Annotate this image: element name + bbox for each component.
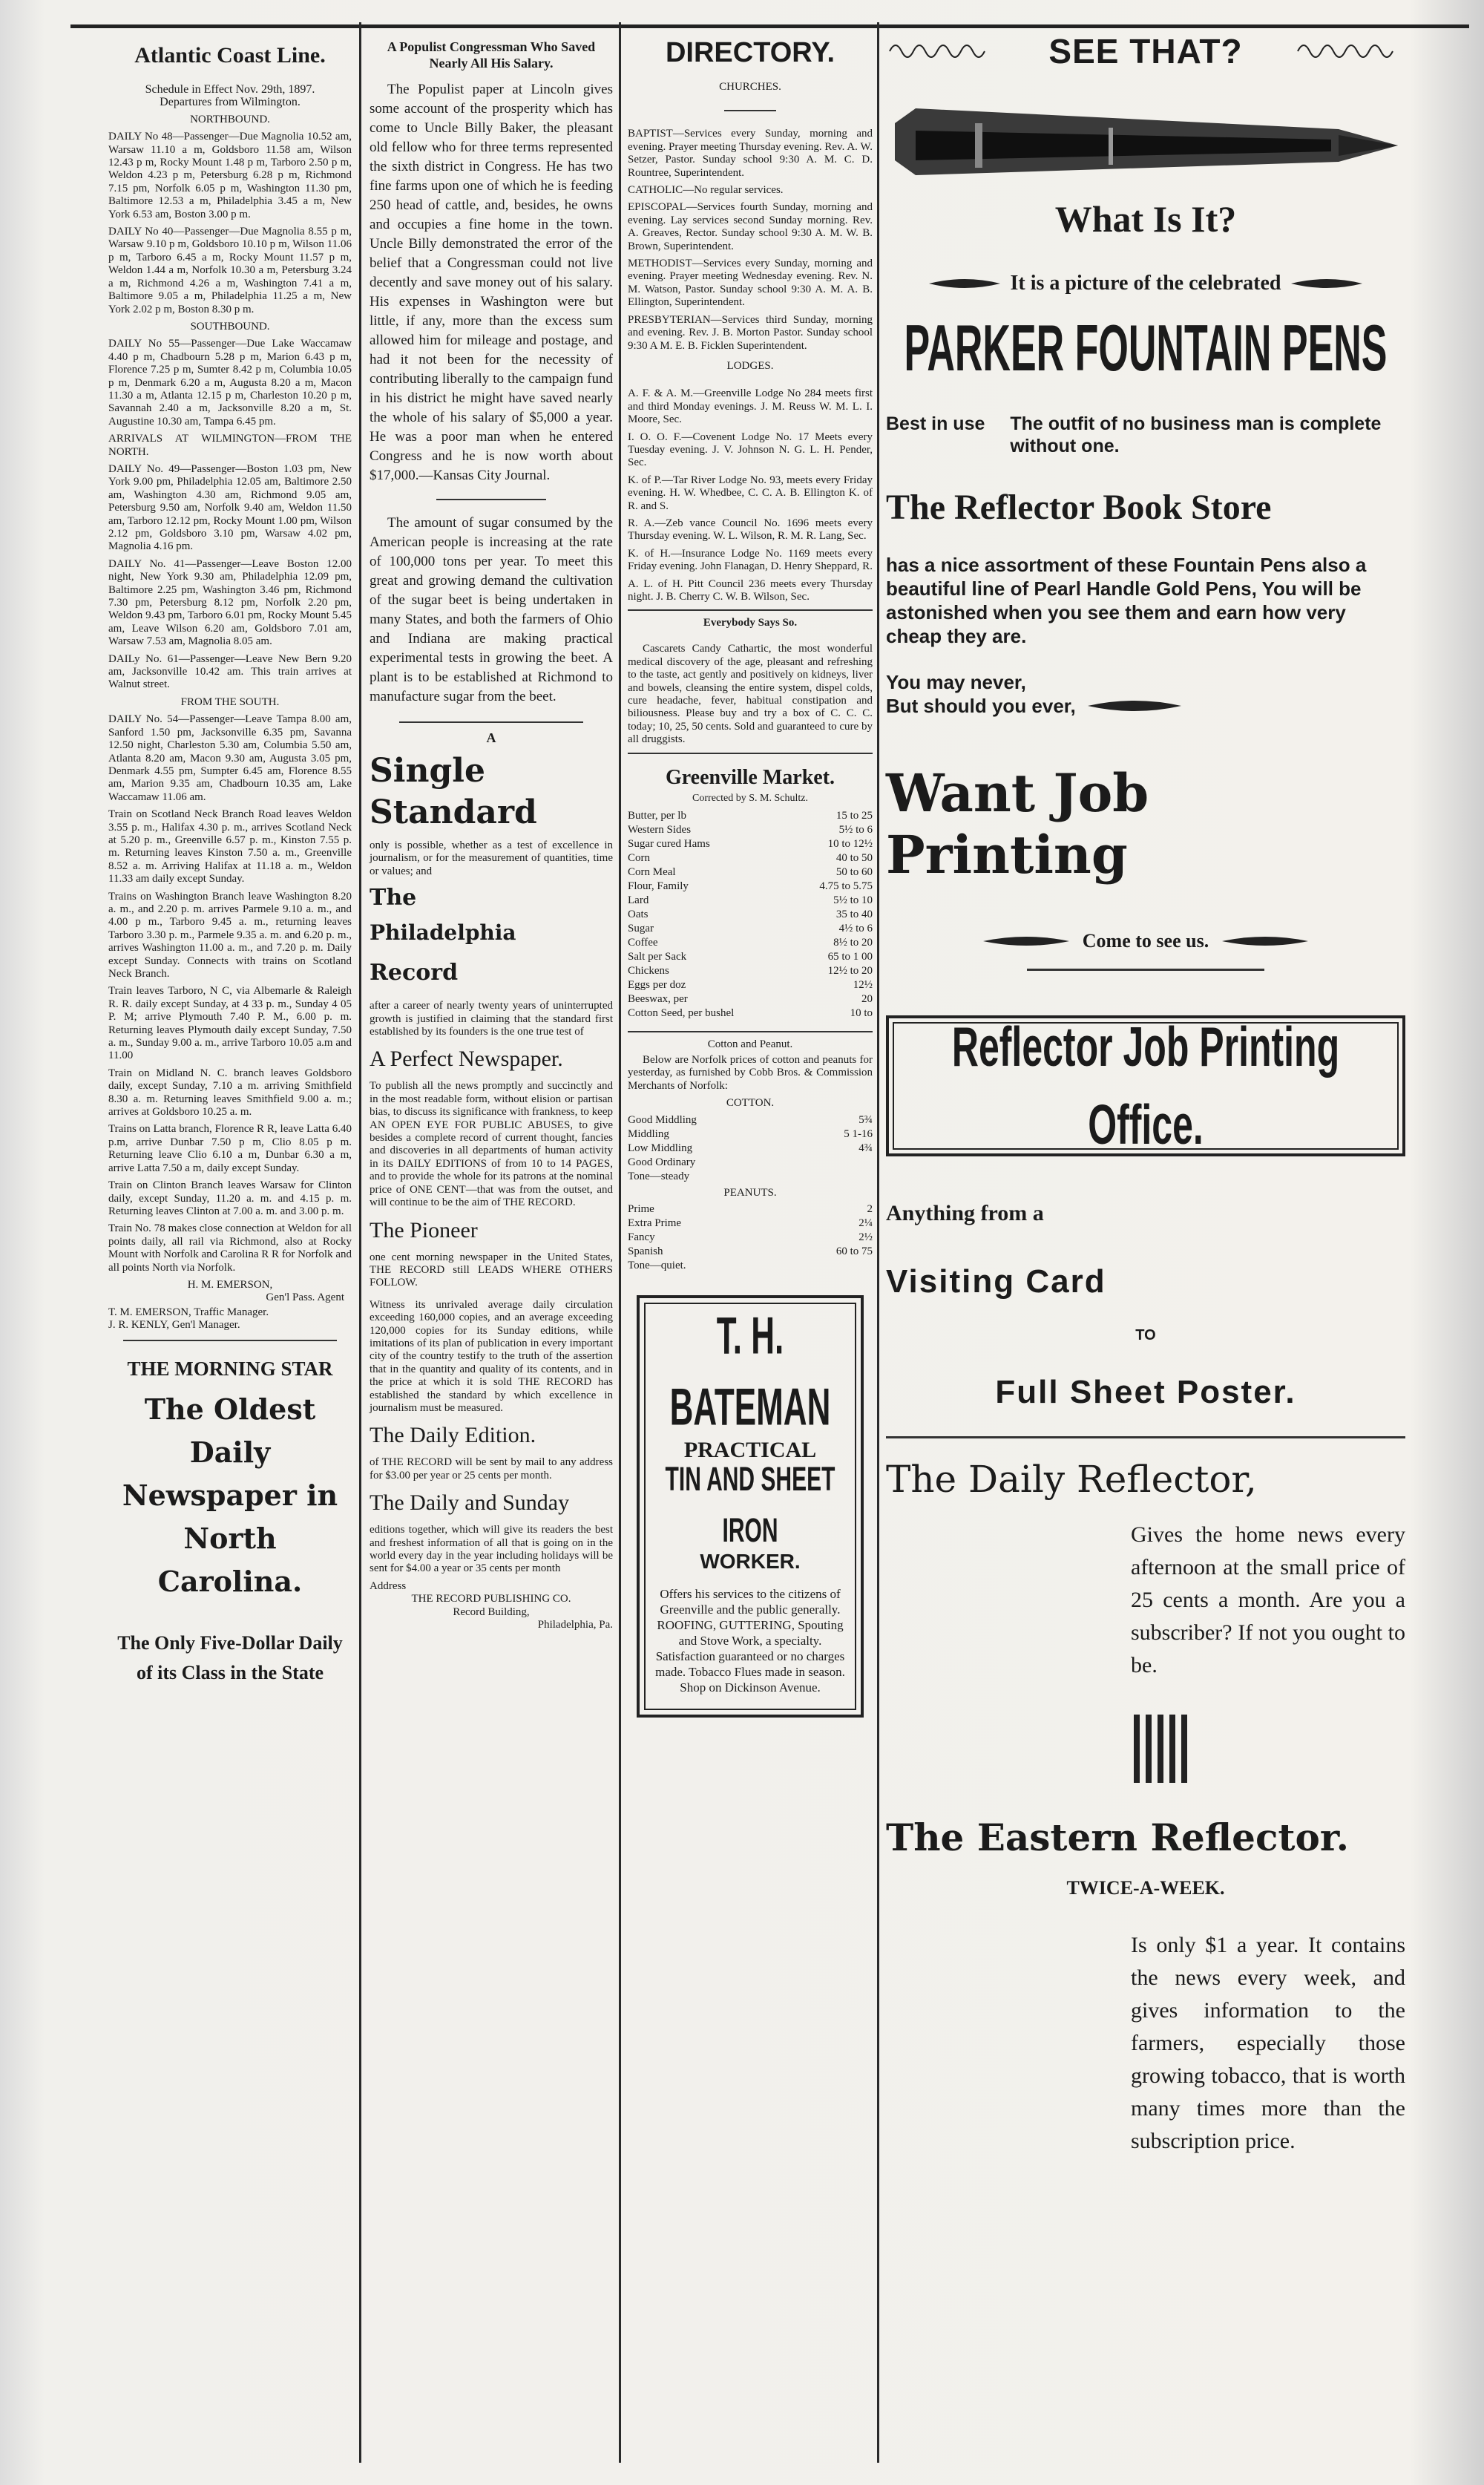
bateman-body: Offers his services to the citizens of Greenville and the public generally. ROOFING, GUTTERING, Spouting and Stove Work, a specialty. Satisfaction guaranteed or no charges made. Tobacco Flues made in season. Shop on Dickinson Avenue. (655, 1587, 845, 1695)
column-railroad (104, 30, 356, 2470)
daily-reflector-body: Gives the home news every afternoon at the small price of 25 cents a month. Are you a subscriber? If not you ought to be. (1131, 1522, 1405, 1677)
directory-title: DIRECTORY. (665, 37, 835, 68)
train-61: DAILy No. 61—Passenger—Leave New Bern 9.20 am, Jacksonville 10.42 am. This train arrives at Walnut street. (108, 652, 352, 691)
arrivals-heading: ARRIVALS AT WILMINGTON—FROM THE NORTH. (108, 433, 352, 458)
eastern-reflector-body: Is only $1 a year. It contains the news every week, and gives information to the farmers, especially those growing tobacco, that is worth many times more than the subscription price. (1131, 1933, 1405, 2153)
market-item-price: 4½ to 6 (838, 922, 873, 934)
latta-branch: Trains on Latta branch, Florence R R, leave Latta 6.40 p.m, arrive Dunbar 7.50 p m, Clio 8.05 p m. Returning leave Clio 6.10 a m, Dunbar 6.30 a m, arrive Latta 7.50 a m, daily except Sunday. (108, 1123, 352, 1174)
parker-title: PARKER FOUNTAIN PENS (904, 312, 1388, 386)
flourish-icon (1221, 932, 1310, 950)
what-is-it: What Is It? (1054, 198, 1237, 240)
book-store-body: has a nice assortment of these Fountain Pens also a beautiful line of Pearl Handle Gold Pens, You will be astonished when you see them and earn how very cheap they are. (886, 554, 1367, 647)
market-item-price: 4.75 to 5.75 (819, 880, 873, 892)
cotton-item-name: Tone—steady (628, 1170, 690, 1182)
peanuts-item-name: Spanish (628, 1245, 663, 1258)
perfect-body: To publish all the news promptly and succinctly and in the most readable form, without elision or partisan bias, to discuss its significance with frankness, to keep AN OPEN EYE FOR PUBLIC ABUSES, to give besides a complete record of current thought, fancies and discoveries in all departments of human activity in its DAILY EDITIONS of from 10 to 14 PAGES, and to provide the whole for its patrons at the nominal price of ONE CENT—that was from the outset, and will continue to be the aim of THE RECORD. (370, 1080, 613, 1209)
cotton-item-price (844, 1156, 873, 1170)
picture-row (886, 272, 1405, 295)
never-line-2: But should you ever, (886, 695, 1076, 717)
market-item-name: Sugar cured Hams (628, 837, 710, 850)
the-heading: The (370, 885, 417, 911)
job-office-box (886, 1015, 1405, 1156)
cotton-item-name: Middling (628, 1127, 669, 1140)
flourish-icon (928, 275, 1002, 292)
daily-edition-body: of THE RECORD will be sent by mail to any address for $3.00 per year or 25 cents per month. (370, 1456, 613, 1481)
standard-body: only is possible, whether as a test of excellence in journalism, or for the measurement of quantities, time or values; and (370, 839, 613, 877)
signature-title: Gen'l Pass. Agent (266, 1291, 344, 1304)
daily-reflector-title: The Daily Reflector, (886, 1458, 1257, 1501)
peanut-table (628, 1202, 873, 1273)
flourish-icon (1290, 275, 1364, 292)
midland-branch: Train on Midland N. C. branch leaves Goldsboro daily, except Sunday, 7.10 a m. arriving Smithfield 8.30 a. m. Returning leaves Smithfield 9.00 a. m.; arrives at Goldsboro 10.25 a. m. (108, 1067, 352, 1119)
train-78: Train No. 78 makes close connection at Weldon for all points daily, all rail via Richmond, also at Rocky Mount with Norfolk and Carolina R R for Norfolk and all points North via Norfolk. (108, 1222, 352, 1274)
market-table (628, 809, 873, 1021)
job-office-title: Reflector Job Printing Office. (951, 1015, 1340, 1156)
daily-sunday-body: editions together, which will give its readers the best and freshest information of all that is going on in the world every day in the year including holidays will be sent for $4.00 a year or 35 cents per month (370, 1524, 613, 1575)
column-rule-1 (359, 22, 361, 2463)
fromsouth-heading: FROM THE SOUTH. (180, 695, 280, 708)
market-item-price: 10 to 12½ (827, 837, 873, 850)
peanuts-item-price: 2¼ (858, 1217, 873, 1230)
morning-star-sub: The Oldest Daily Newspaper in North Carolina. (122, 1392, 338, 1598)
church-catholic: CATHOLIC—No regular services. (628, 184, 784, 197)
schedule-date: Schedule in Effect Nov. 29th, 1897. Departures from Wilmington. (145, 83, 315, 109)
market-item-name: Chickens (628, 964, 669, 977)
lodge-afam: A. F. & A. M.—Greenville Lodge No 284 meets first and third Monday evenings. J. M. Reuss W. M. L. I. Moore, Sec. (628, 387, 873, 426)
signature-manager: J. R. KENLY, Gen'l Manager. (108, 1319, 240, 1332)
top-rule (70, 24, 1469, 28)
divider (399, 721, 583, 723)
bateman-worker: WORKER. (700, 1550, 801, 1574)
divider (436, 499, 546, 500)
populist-body: The Populist paper at Lincoln gives some account of the prosperity which has come to Uncle Billy Baker, the pleasant old fellow who for three terms represented the sixth district in Congress. He has two fine farms upon one of which he is feeding 250 head of cattle, and, besides, he owns and occupies a fine home in the town. Uncle Billy demonstrated the error of the belief that a Congressman could not live decently and save money out of his salary. His expenses in Washington were but little, if any, more than the excess sum allowed him for mileage and postage, and had it not been for the necessity of contributing liberally to the campaign fund in his district he might have saved nearly the whole of his salary of $5,000 a year. He was a poor man when he entered Congress and he is now worth about $17,000.—Kansas City Journal. (370, 82, 613, 483)
railroad-title: Atlantic Coast Line. (134, 43, 326, 68)
bateman-tin: TIN AND SHEET IRON (665, 1461, 835, 1550)
record-body: after a career of nearly twenty years of uninterrupted growth is justified in claiming that the standard first established by its founders is the one true test of (370, 1000, 613, 1038)
bateman-inner (644, 1303, 856, 1710)
divider (724, 110, 776, 111)
cotton-table (628, 1113, 873, 1184)
flourish-icon (1086, 698, 1183, 713)
market-item-name: Butter, per lb (628, 809, 686, 822)
peanuts-item-name: Fancy (628, 1231, 655, 1244)
never-row (886, 694, 1405, 718)
perfect-heading: A Perfect Newspaper. (370, 1047, 563, 1072)
market-item-name: Western Sides (628, 823, 692, 836)
philadelphia-heading: Philadelphia (370, 920, 516, 946)
train-49: DAILY No. 49—Passenger—Boston 1.03 pm, New York 9.00 pm, Philadelphia 12.05 am, Baltimore 2.50 am, Washington 4.30 am, Richmond 9.05 am, Petersburg 9.50 am, Norfolk 9.40 am, Weldon 11.50 am, Tarboro 12.12 pm, Rocky Mount 1.00 pm, Wilson 2.12 pm, Goldsboro 3.10 pm, Warsaw 4.02 pm, Magnolia 4.16 pm. (108, 462, 352, 553)
peanuts-item-price: 2½ (858, 1231, 873, 1244)
train-40: DAILY No 40—Passenger—Due Magnolia 8.55 p m, Warsaw 9.10 p m, Goldsboro 10.10 p m, Wilson 11.06 p m, Tarboro 6.45 a m, Rocky Mount 11.57 p m, Weldon 1.44 a m, Norfolk 10.30 a m, Petersburg 3.24 a m, Richmond 4.26 a m, Washington 7.41 a m, Baltimore 9.05 a m, Philadelphia 11.25 a m, New York 2.02 p m, Boston 8.30 p m. (108, 226, 352, 315)
signature-emerson: H. M. EMERSON, (187, 1278, 273, 1291)
divider (886, 1436, 1405, 1438)
see-that-row (886, 31, 1405, 71)
best-row (886, 413, 1405, 457)
market-item-price: 10 to (850, 1006, 873, 1019)
market-item-name: Oats (628, 908, 649, 920)
come-row (886, 930, 1405, 952)
divider (628, 753, 873, 754)
divider (123, 1340, 337, 1341)
column-record (365, 30, 617, 2470)
lodge-kofp: K. of P.—Tar River Lodge No. 93, meets every Friday evening. H. W. Whedbee, C. C. A. B. Ellington K. of R. and S. (628, 474, 873, 512)
market-item-name: Coffee (628, 936, 658, 949)
fountain-pen-icon (886, 94, 1405, 197)
daily-sunday-heading: The Daily and Sunday (370, 1490, 570, 1516)
cotton-item-price (844, 1170, 873, 1184)
market-item-name: Cotton Seed, per bushel (628, 1006, 735, 1019)
want-job-printing: Want Job Printing (886, 762, 1149, 885)
cotton-intro: Below are Norfolk prices of cotton and peanuts for yesterday, as furnished by Cobb Bros. & Commission Merchants of Norfolk: (628, 1054, 873, 1092)
record-city: Philadelphia, Pa. (537, 1619, 613, 1631)
see-that-title: SEE THAT? (1048, 32, 1243, 71)
tarboro-train: Train leaves Tarboro, N C, via Albemarle & Raleigh R. R. daily except Sunday, at 4 33 p. m., Sunday 4 05 P. M; arrive Plymouth 7.40 P. M., 6.00 p. m. Returning leaves Plymouth daily except Sunday, 7.50 a. m., Sunday 9.00 a. m., arrive Tarboro 10.05 a.m and 11.00 (108, 985, 352, 1062)
market-item-price: 35 to 40 (835, 908, 873, 920)
divider (628, 609, 873, 611)
cotton-item-price: 4¾ (858, 1142, 873, 1154)
to-label: TO (1135, 1327, 1156, 1343)
market-item-name: Flour, Family (628, 880, 689, 892)
pioneer-body: one cent morning newspaper in the United States, THE RECORD still LEADS WHERE OTHERS FOLLOW. (370, 1251, 613, 1289)
peanuts-item-name: Extra Prime (628, 1217, 682, 1230)
northbound-heading: NORTHBOUND. (190, 113, 270, 125)
morning-star-bottom: The Only Five-Dollar Daily of its Class in the State (117, 1631, 343, 1683)
morning-star-title: THE MORNING STAR (127, 1357, 333, 1380)
train-48: DAILY No 48—Passenger—Due Magnolia 10.52 am, Warsaw 11.10 a m, Goldsboro 11.58 am, Wilson 12.43 p m, Rocky Mount 1.48 p m, Tarboro 2.50 p m, Weldon 4.23 p m, Petersburg 6.28 p m, Richmond 7.15 pm, Norfolk 6.05 p m, Washington 11.30 pm, Baltimore 12.53 a m, Philadelphia 3.45 a m, New York 6.53 am, Boston 3.00 p m. (108, 131, 352, 220)
cotton-item-name: Good Ordinary (628, 1156, 696, 1168)
column-reflector (881, 30, 1410, 2470)
lodge-ioof: I. O. O. F.—Covenent Lodge No. 17 Meets every Tuesday evening. J. V. Johnson N. G. L. H. Pender, Sec. (628, 430, 873, 469)
church-episcopal: EPISCOPAL—Services fourth Sunday, morning and evening. Lay services second Sunday morning. Rev. A. Greaves, Rector. Sunday school 9:30 A. M. W. B. Brown, Superintendent. (628, 201, 873, 252)
picture-text: It is a picture of the celebrated (1010, 272, 1281, 295)
cotton-item-name: Good Middling (628, 1113, 697, 1126)
column-directory (623, 30, 877, 2470)
bateman-ad (637, 1295, 864, 1718)
pioneer-heading: The Pioneer (370, 1217, 478, 1242)
lodge-alh: A. L. of H. Pitt Council 236 meets every Thursday night. J. B. Cherry C. W. B. Wilson, Sec. (628, 577, 873, 603)
market-item-name: Corn Meal (628, 865, 676, 878)
record-building: Record Building, (453, 1605, 530, 1618)
market-item-price: 12½ (853, 978, 873, 991)
twice-a-week: TWICE-A-WEEK. (1066, 1877, 1225, 1899)
market-item-price: 5½ to 6 (838, 823, 873, 836)
lodge-ra: R. A.—Zeb vance Council No. 1696 meets every Thursday evening. W. L. Wilson, R. M. R. Lang, Sec. (628, 517, 873, 543)
ornament-icon (1294, 36, 1405, 66)
lodge-kofh: K. of H.—Insurance Lodge No. 1169 meets every Friday evening. John Flanagan, D. Henry Sheppard, R. (628, 547, 873, 573)
bateman-practical: PRACTICAL (683, 1438, 817, 1463)
market-item-price: 8½ to 20 (833, 936, 873, 949)
cotton-heading: COTTON. (726, 1097, 775, 1110)
market-item-name: Eggs per doz (628, 978, 686, 991)
cascarets-ad: Cascarets Candy Cathartic, the most wonderful medical discovery of the age, pleasant and refreshing to the taste, act gently and positively on kidneys, liver and bowels, cleansing the entire system, dispel colds, cure headache, fever, habitual constipation and biliousness. Please buy and try a box of C. C. C. today; 10, 25, 50 cents. Sold and guaranteed to cure by all druggists. (628, 643, 873, 746)
everybody-heading: Everybody Says So. (703, 617, 798, 629)
scotland-neck-branch: Train on Scotland Neck Branch Road leaves Weldon 3.55 p. m., Halifax 4.30 p. m., arrives Scotland Neck at 5.20 p. m., Greenville 6.57 p. m., Kinston 7.55 p. m. Returning leaves Kinston 7.50 a. m., Greenville 8.52 a. m. Arriving Halifax at 11.18 a. m., Weldon 11.33 am daily except Sunday. (108, 808, 352, 885)
record-heading: Record (370, 960, 459, 986)
daily-edition-heading: The Daily Edition. (370, 1423, 536, 1448)
ornament-icon (886, 36, 997, 66)
standard-heading: Standard (370, 793, 537, 831)
church-presbyterian: PRESBYTERIAN—Services third Sunday, morning and evening. Rev. J. B. Morton Pastor. Sunday school 9:30 A M. E. B. Ficklen Superintendent. (628, 313, 873, 352)
market-sub: Corrected by S. M. Schultz. (692, 792, 808, 804)
address-label: Address (370, 1579, 407, 1592)
book-store-title: The Reflector Book Store (886, 488, 1272, 527)
divider (1027, 969, 1264, 971)
train-55: DAILY No 55—Passenger—Due Lake Waccamaw 4.40 p m, Chadbourn 5.28 p m, Marion 6.43 p m, Florence 7.25 p m, Sumter 8.42 p m, Columbia 10.05 p m, Denmark 6.20 a m, Augusta 8.20 a m, Macon 11.30 a m, Atlanta 12.15 p m, Charleston 10.20 p m, Savannah 2.40 a m, Jacksonville 8.20 a m, St. Augustine 10.30 am, Tampa 6.45 pm. (108, 338, 352, 428)
signature-traffic: T. M. EMERSON, Traffic Manager. (108, 1306, 269, 1318)
ornament-icon (1131, 1712, 1190, 1786)
visiting-card: Visiting Card (886, 1263, 1106, 1300)
witness-body: Witness its unrivaled average daily circulation exceeding 160,000 copies, and an average exceeding 120,000 copies for its Sunday editions, while imitations of its plan of publication in every important city of the country testify to the truth of the assertion that in the quantity and quality of its contents, and in the price at which it is sold THE RECORD has established the standard by which excellence in journalism must be measured. (370, 1298, 613, 1414)
market-item-name: Corn (628, 851, 650, 864)
market-item-price: 5½ to 10 (833, 894, 873, 906)
train-41: DAILY No. 41—Passenger—Leave Boston 12.00 night, New York 9.30 am, Philadelphia 12.09 pm, Baltimore 2.25 pm, Washington 3.46 pm, Richmond 7.30 pm, Petersburg 8.12 pm, Norfolk 2.20 pm, Weldon 9.43 pm, Tarboro 6.01 pm, Rocky Mount 5.45 am, Leave Wilson 6.20 am, Goldsboro 7.01 am, Warsaw 7.53 am, Magnolia 8.05 am. (108, 557, 352, 648)
peanuts-item-price: 60 to 75 (835, 1245, 873, 1258)
market-item-price: 15 to 25 (835, 809, 873, 822)
populist-title: A Populist Congressman Who Saved Nearly All His Salary. (387, 39, 596, 71)
column-rule-2 (619, 22, 621, 2463)
market-item-price: 40 to 50 (835, 851, 873, 864)
market-item-price: 50 to 60 (835, 865, 873, 878)
clinton-branch: Train on Clinton Branch leaves Warsaw for Clinton daily, except Sunday, 11.20 a. m. and 4.15 p. m. Returning leaves Clinton at 7.00 a. m. and 3.00 p. m. (108, 1179, 352, 1217)
market-item-name: Lard (628, 894, 649, 906)
market-item-price: 12½ to 20 (827, 964, 873, 977)
churches-heading: CHURCHES. (719, 81, 781, 93)
market-item-price: 65 to 1 00 (827, 950, 873, 963)
church-baptist: BAPTIST—Services every Sunday, morning and evening. Prayer meeting Thursday evening. Rev. A. W. Setzer, Pastor. Sunday school 9:30 A. M. C. D. Rountree, Superintendent. (628, 128, 873, 179)
divider (628, 1031, 873, 1032)
cotton-item-price: 5¾ (858, 1113, 873, 1126)
cotton-title: Cotton and Peanut. (707, 1038, 793, 1050)
anything-from: Anything from a (886, 1201, 1044, 1225)
best-in-use: Best in use (886, 413, 985, 434)
washington-branch: Trains on Washington Branch leave Washington 8.20 a. m., and 2.20 p. m. arrives Parmele 9.10 a. m., and 4.00 p m., Tarboro 9.45 a. m., returning leaves Tarboro 3.30 p. m., Parmele 9.35 a. m. and 6.20 p. m., arrives Washington 11.00 a. m., and 7.20 p. m. Daily except Sunday. Connects with trains on Scotland Neck Branch. (108, 890, 352, 980)
sugar-body: The amount of sugar consumed by the American people is increasing at the rate of 100,000 tons per year. To meet this great and growing demand the cultivation of the sugar beet is being undertaken in many States, and both the farmers of Ohio and Indiana are making practical experimental tests in growing the beet. A plant is to be established at Richmond to manufacture sugar from the beet. (370, 515, 613, 704)
church-methodist: METHODIST—Services every Sunday, morning and evening. Prayer meeting Wednesday evening. Rev. N. M. Watson, Pastor. Sunday school 9:30 A. M. A. B. Ellington, Superintendent. (628, 258, 873, 309)
flourish-icon (982, 932, 1071, 950)
outfit-text: The outfit of no business man is complete without one. (1010, 413, 1382, 456)
market-item-name: Beeswax, per (628, 992, 688, 1005)
record-company: THE RECORD PUBLISHING CO. (411, 1593, 571, 1605)
peanuts-item-price: 2 (867, 1203, 873, 1216)
lodges-heading: LODGES. (726, 359, 774, 372)
market-item-name: Sugar (628, 922, 654, 934)
column-rule-3 (877, 22, 879, 2463)
bateman-name: T. H. BATEMAN (669, 1307, 831, 1437)
come-text: Come to see us. (1082, 930, 1209, 952)
cotton-item-price: 5 1-16 (844, 1127, 873, 1140)
never-line-1: You may never, (886, 671, 1026, 693)
cotton-item-name: Low Middling (628, 1142, 693, 1154)
train-54: DAILY No. 54—Passenger—Leave Tampa 8.00 am, Sanford 1.50 pm, Jacksonville 6.35 pm, Savanna 12.50 night, Charleston 5.30 am, Columbia 5.50 am, Atlanta 8.20 am, Macon 9.30 am, Augusta 3.05 pm, Denmark 4.55 pm, Sumpter 6.45 am, Florence 8.55 am, Marion 9.35 am, Chadbourn 10.35 am, Lake Waccamaw 11.06 am. (108, 713, 352, 803)
market-title: Greenville Market. (665, 765, 835, 789)
peanuts-item-name: Prime (628, 1203, 654, 1216)
peanuts-item-price (836, 1259, 873, 1273)
single-heading: Single (370, 752, 485, 790)
ad-a-label: A (486, 730, 496, 745)
market-item-name: Salt per Sack (628, 950, 687, 963)
peanut-heading: PEANUTS. (723, 1186, 777, 1199)
eastern-reflector-title: The Eastern Reflector. (886, 1816, 1350, 1859)
market-item-price: 20 (861, 992, 873, 1005)
full-sheet-poster: Full Sheet Poster. (995, 1374, 1296, 1410)
peanuts-item-name: Tone—quiet. (628, 1260, 686, 1272)
southbound-heading: SOUTHBOUND. (190, 320, 270, 333)
